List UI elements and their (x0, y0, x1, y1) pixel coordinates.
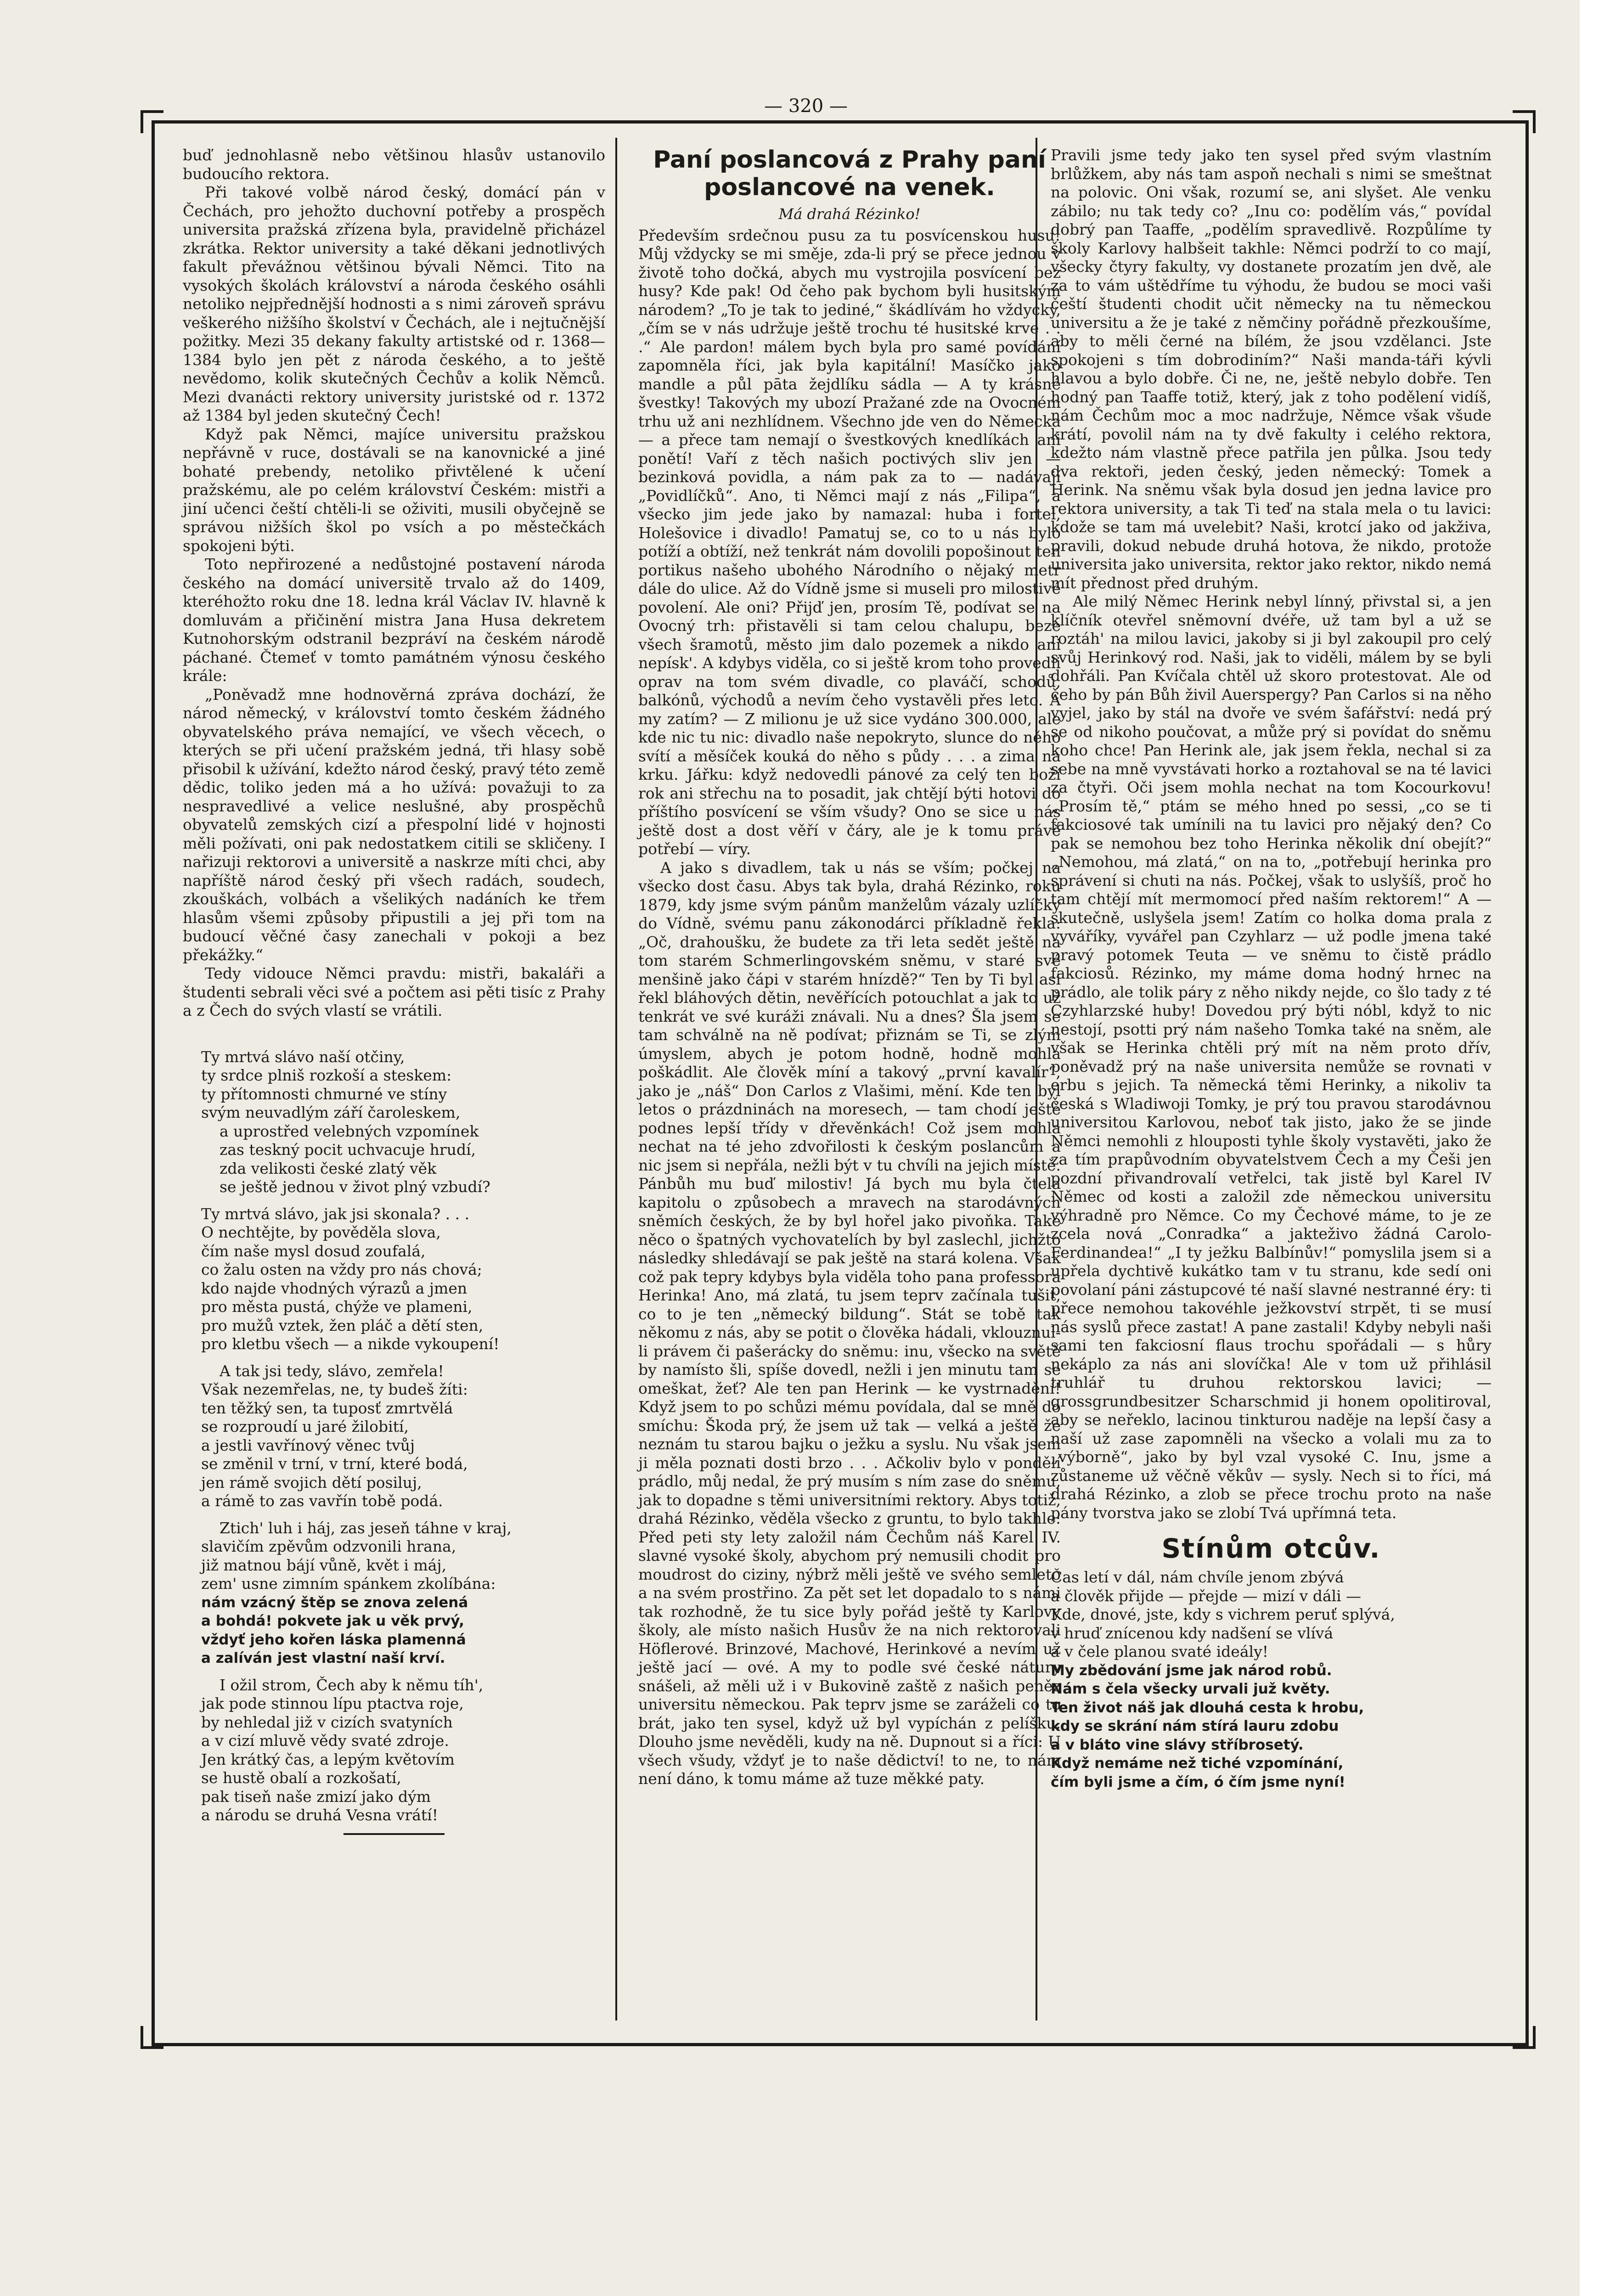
poem-line: a bohdá! pokvete jak u věk prvý, (201, 1613, 465, 1629)
poem-line: Ty mrtvá slávo, jak jsi skonala? . . . (201, 1204, 470, 1223)
poem-line: Jen krátký čas, a lepým květovím (201, 1750, 455, 1768)
border-corner-bottom-left (141, 2026, 163, 2049)
poem-line: A tak jsi tedy, slávo, zemřela! (220, 1362, 444, 1380)
border-corner-top-right (1513, 110, 1536, 133)
poem-stanza (201, 1676, 605, 1825)
poem-line: svým neuvadlým září čaroleskem, (201, 1103, 461, 1121)
poem-line: co žalu osten na vždy pro nás chová; (201, 1261, 482, 1278)
poem-line: a národu se druhá Vesna vrátí! (201, 1806, 438, 1824)
poem-line: jen rámě svojich dětí posiluj, (201, 1473, 422, 1491)
poem-line: kdy se skrání nám stírá lauru zdobu (1051, 1718, 1339, 1734)
poem-line: My zbědování jsme jak národ robů. (1051, 1662, 1332, 1679)
paragraph: Pravili jsme tedy jako ten sysel před svým vlastním brlůžkem, aby nás tam aspoň nechali s nimi se smeštnat na polovic. Oni však, rozumí se, ani slyšet. Ale venku zábilo; nu tak tedy co? „Inu co: podělím vás,“ povídal dobrý pan Taaffe, „podělím spravedlivě. Rozpůlíme ty školy Karlovy halbšeit takhle: Němci podrží to co mají, všecky čtyry fakulty, vy dostanete prozatím jen dvě, ale za to vám uštědříme tu výhodu, že budou se moci vaši čeští študenti chodit učit německy na tu německou universitu a že je také z němčiny pořádně přezkoušíme, aby to měli černé na bílém, že jsou vzdělanci. Jste spokojeni s tím dobrodiním?“ Naši manda-táři kývli hlavou a bylo dobře. Či ne, ne, ještě nebylo dobře. Ten hodný pan Taaffe totiž, který, jak z toho podělení vidíš, nám Čechům moc a moc nadržuje, Němce však všude krátí, povolil nám na ty dvě fakulty i celého rektora, kdežto nám vlastně přece patřila jen půlka. Jsou tedy dva rektoři, jeden český, jeden německý: Tomek a Herink. Na sněmu však byla dosud jen jedna lavice pro rektora university, a tak Ti teď na stala mela o tu lavici: kdože se tam má uvelebit? Naši, krotcí jako od jakživa, pravili, dokud nebude druhá hotova, že nikdo, protože universita jako universita, rektor jako rektor, nikdo nemá mít přednost před druhým. (1051, 146, 1492, 592)
poem-line: I ožil strom, Čech aby k němu tíh', (220, 1676, 484, 1694)
poem-line: a v cizí mluvě vědy svaté zdroje. (201, 1732, 449, 1750)
poem-line: čím byli jsme a čím, ó čím jsme nyní! (1051, 1773, 1345, 1790)
poem-line: a uprostřed velebných vzpomínek (220, 1122, 479, 1140)
poem-line: zda velikosti české zlatý věk (220, 1159, 437, 1177)
paragraph: Při takové volbě národ český, domácí pán v Čechách, pro jehožto duchovní potřeby a prospěch universita pražská zřízena byla, pravidelně přicházel zkrátka. Rektor university a také děkani jednotlivých fakult převážnou většinou bývali Němci. Tito na vysokých školách království a národa českého osáhli netoliko nejpřednější hodnosti a s nimi zároveň správu veškerého nižšího školství v Čechách, ale i nejtučnější požitky. Mezi 35 dekany fakulty artistské od r. 1368—1384 bylo jen pět z národa českého, a to ještě nevědomo, kolik skutečných Čechův a kolik Němců. Mezi dvanácti rektory university juristské od r. 1372 až 1384 byl jeden skutečný Čech! (183, 183, 605, 424)
quoted-decree: „Poněvadž mne hodnověrná zpráva dochází, že národ německý, v království tomto českém žádného obyvatelského práva nemající, ve všech věcech, o kterých se při učení pražském jedná, tři hlasy sobě přisobil k užívání, kdežto národ český, pravý této země dědic, toliko jeden má a ho užívá: považuji to za nespravedlivé a velice neslušné, aby prospěchů obyvatelů zemských cizí a přespolní lidé v hojnosti měli požívati, oni pak nedostatkem citili se skličeny. I nařizuji rektorovi a universitě a naskrze míti chci, aby napříště národ český při všech radách, soudech, zkouškách, volbách a všelikých nadáních ke třem hlasům všemi způsoby připustili a jej při tom na budoucí věčné časy zanechali v pokoji a bez překážky.“ (183, 685, 605, 964)
paragraph: Ale milý Němec Herink nebyl línný, přivstal si, a jen klíčník otevřel sněmovní dvéře, už tam byl a už se roztáh' na milou lavici, jakoby si ji byl zakoupil pro celý svůj Herinkový rod. Naši, jak to viděli, málem by se byli dohřáli. Pan Kvíčala chtěl už skoro protestovat. Ale od čeho by pán Bůh živil Auerspergy? Pan Carlos si na něho vyjel, jako by stál na dvoře ve svém šafářství: nedá prý se od nikoho poučovat, a může prý si povídat do sněmu koho chce! Pan Herink ale, jak jsem řekla, nechal si za sebe na mně vyvstávati horko a roztahoval se na té lavici za čtyři. Oči jsem mohla nechat na tom Kocourkovu! „Prosím tě,“ ptám se mého hned po sessi, „co se ti fakciosové tak umínili na tu lavici pro nějaký den? Co pak se nemohou bez toho Herinka několik dní obejít?“ „Nemohou, má zlatá,“ on na to, „potřebují herinka pro správení si chuti na nás. Počkej, však to uslyšíš, proč ho tam chtějí mít mermomocí před naším rektorem!“ A — skutečně, uslyšela jsem! Zatím co holka doma prala z vyváříky, vyvářel pan Czyhlarz — už podle jmena také pravý potomek Teuta — ve sněmu to čistě prádlo fakciosů. Rézinko, my máme doma hodný hrnec na prádlo, ale tolik páry z něho nikdy nejde, co šlo tady z té Czyhlarzské huby! Dovedou prý býti nóbl, když to nic nestojí, psotti prý nám našeho Tomka také na sněm, ale však se Herinka chtěli prý mít na něm proto dřív, poněvadž prý na naše universita nemůže se rovnati v erbu s jejich. Ta německá těmi Herinky, a nikoliv ta česká s Wladiwoji Tomky, je prý tou pravou starodávnou universitou Karlovou, neboť tak jisto, jako že se jinde Němci nemohli z hlouposti tyhle školy vystavěti, jako že za tím prapůvodním obyvatelstvem Čech a my Češi jen pozdní přivandrovalí vetřelci, tak jistě byl Karel IV Němec od kosti a založil zde německou universitu výhradně pro Němce. Co my Čechové máme, to je ze zcela nová „Conradka“ a jakteživo žádná Carolo-Ferdinandea!“ „I ty ježku Balbínův!“ pomyslila jsem si a upřela dychtivě kukátko tam v tu stranu, kde sedí oni povolaní páni zástupcové té naší slavné nestranné éry: ti přece nemohou takovéhle ježkovství strpět, ti se musí nás syslů přece zastat! A pane zastali! Kdyby nebyli naši sami ten fakciosní flaus trochu spořádali — s hůry nekáplo za nás ani slovíčka! Ale v tom už přihlásil truhlář tu druhou rektorskou lavici; — grossgrundbesitzer Scharschmid ji honem opolitiroval, aby se neřeklo, lacinou tinkturou naděje na lepší časy a naší už zase zapomněli na všecko a volali mu za to „výborně“, jako by byl vzal vysoké C. Inu, jsme a zůstaneme už věčně věkův — sysly. Nech si to říci, má drahá Rézinko, a zlob se přece trochu proto na naše pány tvorstva jako se zlobí Tvá upřímná teta. (1051, 592, 1492, 1522)
poem-line: a v bláto vine slávy stříbrosetý. (1051, 1736, 1304, 1753)
poem-line: zem' usne zimním spánkem zkolíbána: (201, 1575, 496, 1593)
poem-stanza (201, 1205, 605, 1354)
column-middle (638, 146, 1061, 1789)
poem-line: se hustě obalí a rozkošatí, (201, 1769, 401, 1787)
article-title: Paní poslancová z Prahy paní poslancové na venek. (653, 146, 1046, 201)
poem-line: vždyť jeho kořen láska plamenná (201, 1631, 466, 1648)
poem-line: by nehledal již v cizích svatyních (201, 1713, 453, 1731)
poem-line: se rozproudí u jaré žilobití, (201, 1418, 409, 1435)
poem-line: Kde, dnové, jste, kdy s vichrem peruť splývá, (1051, 1605, 1395, 1623)
paragraph: Tedy vidouce Němci pravdu: mistři, bakaláři a študenti sebrali věci své a počtem asi pěti tisíc z Prahy a z Čech do svých vlastí se vrátili. (183, 964, 605, 1019)
poem-line: kdo najde vhodných výrazů a jmen (201, 1279, 467, 1297)
paragraph: Když pak Němci, majíce universitu pražskou nepřávně v ruce, dostávali se na kanovnické a jiné bohaté prebendy, netoliko přivtělené k učení pražskému, ale po celém království Českém: mistři a jiní učenci čeští chtěli-li se oživiti, musili obyčejně se správou nižších škol po vsích a po městečkách spokojeni býti. (183, 425, 605, 555)
page-number: — 320 — (764, 96, 848, 117)
poem-line: Však nezemřelas, ne, ty budeš žíti: (201, 1380, 468, 1398)
poem-line: v hruď znícenou kdy nadšení se vlívá (1051, 1624, 1334, 1642)
poem-line: Když nemáme než tiché vzpomínání, (1051, 1755, 1344, 1772)
poem-line: Nám s čela všecky urvali juž květy. (1051, 1681, 1330, 1697)
poem-line: slavičím zpěvům odzvonili hrana, (201, 1537, 456, 1555)
poem-line: nám vzácný štěp se znova zelená (201, 1594, 468, 1611)
poem-line: a rámě to zas vavřín tobě podá. (201, 1492, 443, 1510)
poem-line: a jestli vavřínový věnec tvůj (201, 1436, 415, 1454)
scan-margin (1580, 0, 1610, 2296)
poem-title: Stínům otcův. (1161, 1533, 1381, 1564)
paragraph: A jako s divadlem, tak u nás se vším; počkej na všecko dost času. Abys tak byla, drahá Rézinko, roku 1879, kdy jsme svým pánům manželům vázaly uzlíčky do Vídně, svému panu zákonodárci příkladně řekla: „Oč, drahoušku, že budete za tři leta sedět ještě na tom starém Schmerlingovském sněmu, v staré své menšině jako čápi v starém hnízdě?“ Ten by Ti byl asi řekl bláhových dětin, nevěřících potouchlat a jak to už tenkrát ve své kuráži znávali. Nu a dnes? Šla jsem se tam schválně na ně podívat; přiznám se Ti, se zlým úmyslem, abych je potom hodně, hodně mohla poškádlit. Ale člověk míní a takový „první kavalír“, jako je „náš“ Don Carlos z Vlašimi, mění. Kde ten byl letos o prázdninách na moresech, — tam chodí ještě podnes lepší třídy v dřevěnkách! Což jsem mohla nechat na té jeho zdvořilosti k českým poslancům a nic jsem si nepřála, nežli být v tu chvíli na jejich místě. Pánbůh mu buď milostiv! Já bych mu byla čtela kapitolu o způsobech a mravech na starodávných sněmích českých, že by byl hořel jako pivoňka. Také něco o špatných vychovatelích by byl zaslechl, jichžto následky shledávají se pak ještě na stará kolena. Však což pak tepry kdybys byla viděla toho pana professora Herinka! Ano, má zlatá, tu jsem teprv začínala tušit, co to je ten „německý bildung“. Stát se tobě tak někomu z nás, aby se potit o člověka hádali, vklouznul-li právem či pašerácky do sněmu: inu, všecko na světě by namísto šli, spíše dovedl, nežli i jen minutu tam se omeškat, žeť? Ale ten pan Herink — ke vystrnadění! Když jsem to po schůzi mému povídala, dal se mně do smíchu: Škoda prý, že jsem už tak — velká a ještě že neznám tu starou bajku o ježku a syslu. Nu však jsem ji měla poznati dosti brzo . . . Ačkoliv bylo v pondělí prádlo, můj nedal, že prý musím s ním zase do sněmu, jak to dopadne s těmi universitními rektory. Abys totiž, drahá Rézinko, věděla všecko z gruntu, to bylo takhle: Před peti sty lety založil nám Čechům náš Karel IV. slavné vysoké školy, abychom prý nemusili chodit pro moudrost do ciziny, nýbrž měli ještě ve svého semleto a na svém prostřino. Za pět set let dopadalo to s námi tak rozhodně, že tu sice byly pořád ještě ty Karlovy školy, ale místo našich Husův že na nich rektorovali Höflerové. Brinzové, Machové, Herinkové a nevím už ještě jací — ové. A my to podle své české nátury snášeli, až měli už i v Bukovině zaště z našich peněz universitu německou. Pak teprv jsme se zaráželi co to brát, jako ten sysel, když už byl vypíchán z pelíšku. Dlouho jsme nevěděli, kudy na ně. Dupnout si a říci: U všech všudy, vždyť je to naše dědictví! to ne, to nám není dáno, k tomu máme až tuze měkké paty. (638, 858, 1061, 1788)
border-corner-top-left (141, 110, 163, 133)
poem-line: se změnil v trní, v trní, které bodá, (201, 1455, 468, 1473)
poem-line: Čas letí v dál, nám chvíle jenom zbývá (1051, 1568, 1344, 1586)
poem-line: a zalíván jest vlastní naší krví. (201, 1650, 445, 1666)
poem-line: pro města pustá, chýže ve plameni, (201, 1298, 473, 1316)
poem-line: zas teskný pocit uchvacuje hrudí, (220, 1141, 476, 1159)
poem-stanza (201, 1048, 605, 1197)
poem (1051, 1568, 1492, 1791)
poem-line: Ten život náš jak dlouhá cesta k hrobu, (1051, 1699, 1364, 1716)
poem-line: Ty mrtvá slávo naší otčiny, (201, 1047, 405, 1066)
poem-line: pro mužů vztek, žen pláč a dětí sten, (201, 1316, 484, 1334)
paragraph: Především srdečnou pusu za tu posvícenskou husu! Můj vždycky se mi směje, zda-li prý se přece jednou v životě toho dočká, abych mu vystrojila posvícení bez husy? Kde pak! Od čeho pak bychom byli husitským národem? „To je tak to jediné,“ škádlívám ho vždycky, „čím se v nás udržuje ještě trochu té husitské krve . . .“ Ale pardon! málem bych byla pro samé povídání zapomněla říci, jak byla kapitální! Masíčko jako mandle a půl pāta žejdlíku sádla — A ty krásné švestky! Takových my ubozí Pražané zde na Ovocném trhu už ani nezhlídnem. Všechno jde ven do Německa — a přece tam nemají o švestkových knedlíkách ani ponětí! Vaří z těch našich poctivých sliv jen — bezinková povidla, a nám pak za to — nadávají „Povidlíčků“. Ano, ti Němci mají z nás „Filipa“, a všecko jim jede jako by namazal: huba i fortel, Holešovice i divadlo! Pamatuj se, co to u nás bylo potíží a obtíží, než tenkrát nám dovolili popošinout ten portikus našeho ubohého Národního o nějaký metr dále do ulice. Až do Vídně jsme si museli pro milostivé povolení. Ale oni? Přijď jen, prosím Tě, podívat se na Ovocný trh: přistavěli si tam celou chalupu, beze všech šramotů, město jim dalo pozemek a nikdo ani nepísk'. A kdybys viděla, co si ještě krom toho provedli oprav na tom svém divadle, co plaváčí, schodů, balkónů, východů a nevím čeho vystavěli přes leto. A my zatím? — Z milionu je už sice vydáno 300.000, ale kde nic tu nic: divadlo naše nepokryto, slunce do něho svítí a měsíček kouká do něho s půdy . . . a zima na krku. Jářku: když nedovedli pánové za celý ten boží rok ani střechu na to posadit, jak chtějí býti hotovi do příštího posvícení se vším všudy? Ono se sice u nás ještě dost a dost věří v čáry, ale je k tomu právě potřebí — víry. (638, 226, 1061, 858)
poem-line: Ztich' luh i háj, zas jeseň táhne v kraj, (220, 1519, 512, 1537)
column-left (183, 146, 605, 1835)
poem-line: již matnou bájí vůně, květ i máj, (201, 1556, 447, 1574)
paragraph: Toto nepřirozené a nedůstojné postavení národa českého na domácí universitě trvalo až do 1409, kteréhožto roku dne 18. ledna král Václav IV. hlavně k domluvám a přičinění mistra Jana Husa dekretem Kutnohorským odstranil bezpráví na českém národě páchané. Čtemeť v tomto památném výnosu českého krále: (183, 555, 605, 685)
poem-line: jak pode stinnou lípu ptactva roje, (201, 1694, 464, 1712)
poem-line: a v čele planou svaté ideály! (1051, 1643, 1268, 1660)
poem-stanza (201, 1519, 605, 1668)
poem-line: čím naše mysl dosud zoufalá, (201, 1242, 426, 1260)
letter-greeting: Má drahá Rézinko! (778, 205, 921, 223)
poem-line: se ještě jednou v život plný vzbudí? (220, 1178, 490, 1196)
paragraph: buď jednohlasně nebo většinou hlasův ustanovilo budoucího rektora. (183, 146, 605, 183)
border-corner-bottom-right (1513, 2026, 1536, 2049)
poem-line: a člověk přijde — přejde — mizí v dáli — (1051, 1587, 1362, 1605)
column-right (1051, 146, 1492, 1791)
poem (183, 1048, 605, 1835)
poem-line: O nechtějte, by pověděla slova, (201, 1223, 441, 1241)
poem-line: pro kletbu všech — a nikde vykoupení! (201, 1335, 500, 1353)
column-divider-left (615, 138, 617, 2020)
poem-line: ten těžký sen, ta tuposť zmrtvělá (201, 1399, 453, 1417)
poem-line: ty přítomnosti chmurné ve stíny (201, 1085, 447, 1103)
end-ornament (343, 1833, 445, 1835)
poem-stanza (201, 1362, 605, 1511)
poem-line: pak tiseň naše zmizí jako dým (201, 1787, 431, 1806)
poem-line: ty srdce plniš rozkoší a steskem: (201, 1066, 452, 1084)
